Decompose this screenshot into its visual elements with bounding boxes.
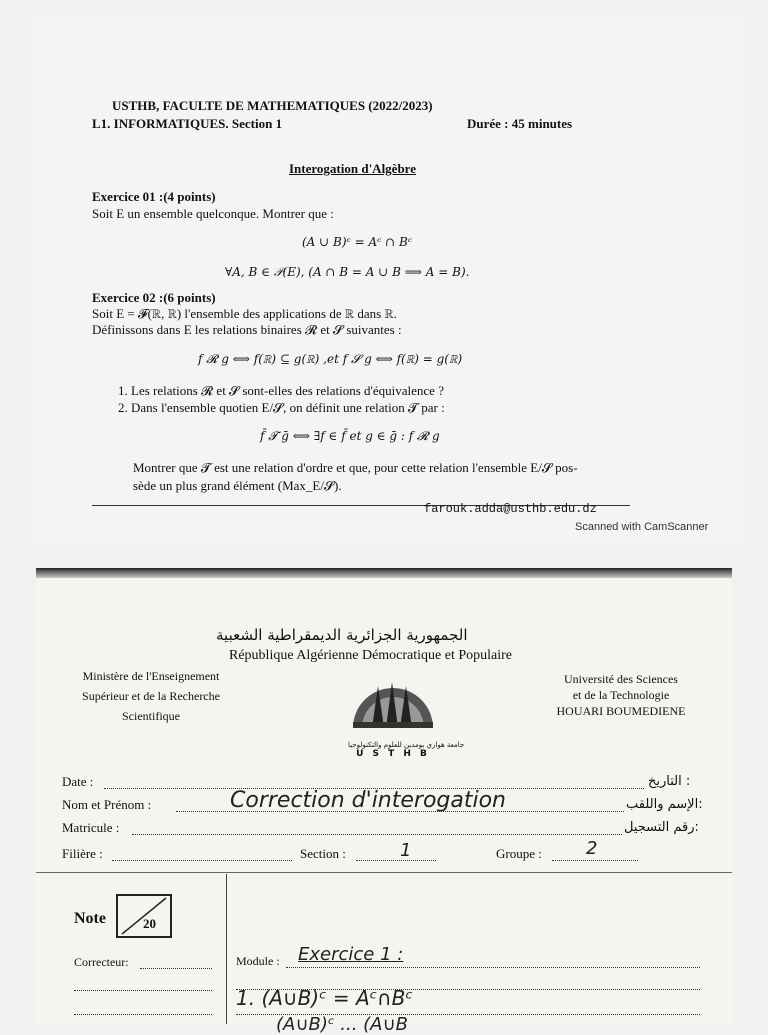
groupe-label: Groupe : (496, 846, 542, 861)
exam-duration: Durée : 45 minutes (467, 116, 573, 131)
ministry-line3: Scientifique (122, 709, 180, 723)
name-label: Nom et Prénom : (62, 797, 152, 812)
exercise2-text2: Définissons dans E les relations binaires 𝓡 et 𝓢 suivantes : (92, 322, 402, 337)
exercise2-final-line1: Montrer que 𝓣 est une relation d'ordre et que, pour cette relation l'ensemble E/𝓢 pos- (133, 460, 578, 475)
filiere-label: Filière : (62, 846, 103, 861)
arabic-republic: الجمهورية الجزائرية الديمقراطية الشعبية (216, 626, 468, 644)
note-max: 20 (143, 916, 156, 931)
date-label: Date : (62, 774, 94, 789)
correcteur-line2[interactable] (74, 990, 212, 991)
exam-header-line2: L1. INFORMATIQUES. Section 1 (92, 116, 283, 131)
section-label: Section : (300, 846, 346, 861)
ministry-line1: Ministère de l'Enseignement (82, 669, 220, 683)
answer-text2: (A∪B)ᶜ ... (A∪B (276, 1014, 409, 1035)
exercise2-equation2: f̄ 𝓣 ḡ ⟺ ∃f ∈ f̄ et g ∈ ḡ : f 𝓡 g (260, 429, 440, 443)
author-email: farouk.adda@usthb.edu.dz (424, 502, 597, 516)
university-line3: HOUARI BOUMEDIENE (556, 704, 686, 718)
exercise1-text: Soit E un ensemble quelconque. Montrer que : (92, 206, 334, 221)
matricule-field[interactable] (132, 834, 622, 835)
exercise1-equation1: (A ∪ B)ᶜ = Aᶜ ∩ Bᶜ (302, 235, 413, 249)
exercise2-title: Exercice 02 :(6 points) (92, 290, 216, 305)
exercise2-final-line2: sède un plus grand élément (Max_E/𝓢). (133, 478, 342, 493)
section-field[interactable] (356, 860, 436, 861)
note-box[interactable] (116, 894, 172, 938)
name-value: Correction d'interogation (230, 788, 506, 813)
form-divider (36, 872, 732, 873)
exercise1-equation2: ∀A, B ∈ 𝒫(E), (A ∩ B = A ∪ B ⟹ A = B). (225, 265, 470, 279)
correcteur-line3[interactable] (74, 1014, 212, 1015)
usthb-logo (348, 666, 465, 759)
logo-arabic-text: جامعة هواري بومدين للعلوم والتكنولوجيا (348, 741, 465, 749)
date-label-arabic: التاريخ : (648, 774, 691, 789)
republic-name: République Algérienne Démocratique et Populaire (229, 648, 513, 663)
matricule-label-arabic: رقم التسجيل: (624, 820, 699, 835)
module-label: Module : (236, 954, 280, 968)
university-block (536, 671, 706, 719)
university-line1: Université des Sciences (564, 672, 678, 686)
note-label: Note (74, 910, 106, 927)
module-field[interactable] (286, 967, 700, 968)
logo-acronym: U S T H B (356, 749, 430, 759)
section-value: 1 (400, 840, 412, 861)
correcteur-label: Correcteur: (74, 955, 129, 969)
exam-title: Interogation d'Algèbre (289, 161, 416, 176)
exam-page (30, 18, 742, 543)
groupe-field[interactable] (552, 860, 638, 861)
ministry-block (66, 666, 236, 726)
groupe-value: 2 (586, 838, 598, 859)
ministry-line2: Supérieur et de la Recherche (82, 689, 220, 703)
answer-sheet (36, 568, 732, 1035)
exercise2-equation1: f 𝓡 g ⟺ f(ℝ) ⊆ g(ℝ) ,et f 𝓢 g ⟺ f(ℝ) = g(ℝ) (198, 352, 463, 366)
exercise2-question2: 2. Dans l'ensemble quotien E/𝓢, on définit une relation 𝓣 par : (118, 400, 445, 415)
camscanner-watermark: Scanned with CamScanner (575, 521, 709, 533)
matricule-label: Matricule : (62, 820, 120, 835)
exercise2-text1: Soit E = 𝓕(ℝ, ℝ) l'ensemble des applications de ℝ dans ℝ. (92, 306, 397, 321)
exercise1-title: Exercice 01 :(4 points) (92, 189, 216, 204)
scan-edge (36, 568, 732, 578)
module-value: Exercice 1 : (298, 944, 404, 965)
correcteur-field[interactable] (140, 968, 212, 969)
column-divider (226, 874, 227, 1024)
name-label-arabic: الإسم واللقب: (626, 797, 703, 812)
answer-text1: 1. (A∪B)ᶜ = Aᶜ∩Bᶜ (236, 986, 413, 1010)
filiere-field[interactable] (112, 860, 292, 861)
exam-header-line1: USTHB, FACULTE DE MATHEMATIQUES (2022/2023) (112, 98, 433, 113)
exercise2-question1: 1. Les relations 𝓡 et 𝓢 sont-elles des relations d'équivalence ? (118, 383, 444, 398)
university-line2: et de la Technologie (572, 688, 670, 702)
